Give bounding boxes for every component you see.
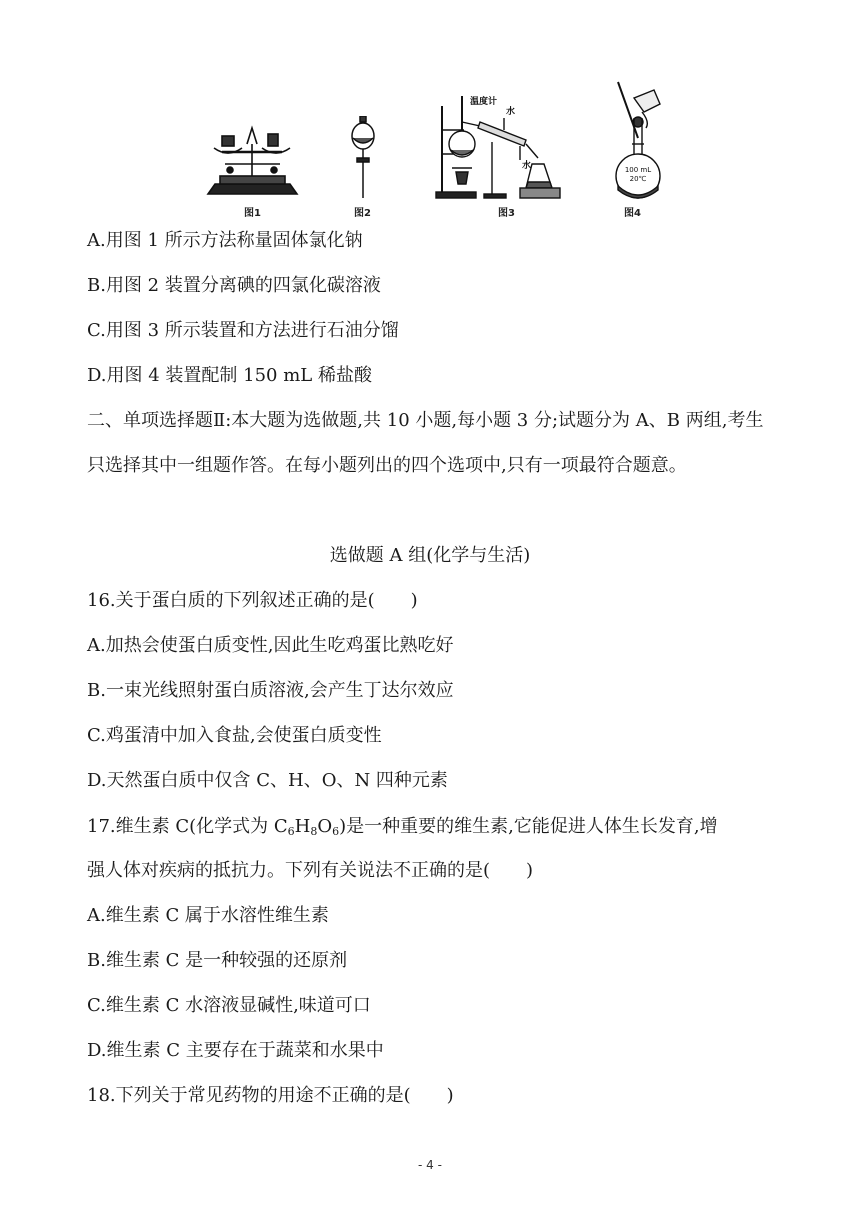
figure-4-volumetric-flask xyxy=(608,78,668,202)
q17-element-h: H xyxy=(294,816,311,837)
q15-option-c: C.用图 3 所示装置和方法进行石油分馏 xyxy=(87,320,399,341)
q17-stem-after: )是一种重要的维生素,它能促进人体生长发育,增 xyxy=(339,816,718,837)
thermometer-label: 温度计 xyxy=(470,97,498,107)
q17-element-o: O xyxy=(317,816,333,837)
q17-stem-line-1 xyxy=(87,815,718,844)
q17-stem-line-2: 强人体对疾病的抵抗力。下列有关说法不正确的是( ) xyxy=(87,860,534,881)
q17-subscript-h: 8 xyxy=(310,825,318,838)
flask-volume-label: 100 mL xyxy=(624,166,652,174)
q17-option-d: D.维生素 C 主要存在于蔬菜和水果中 xyxy=(87,1040,384,1061)
q17-option-c: C.维生素 C 水溶液显碱性,味道可口 xyxy=(87,995,371,1016)
figure-1-balance xyxy=(200,114,305,202)
separatory-funnel-illustration xyxy=(348,116,378,200)
flask-temperature-label: 20℃ xyxy=(629,175,647,183)
figures-row xyxy=(190,78,680,218)
figure-2-caption: 图2 xyxy=(354,208,371,219)
q16-option-a: A.加热会使蛋白质变性,因此生吃鸡蛋比熟吃好 xyxy=(87,635,454,656)
balance-illustration xyxy=(200,114,305,202)
group-a-title: 选做题 A 组(化学与生活) xyxy=(329,545,531,566)
figure-1-caption: 图1 xyxy=(244,208,261,219)
q17-stem-before: 17.维生素 C(化学式为 C xyxy=(87,816,288,837)
water-out-label: 水 xyxy=(522,161,532,171)
distillation-illustration xyxy=(434,92,574,200)
q16-option-d: D.天然蛋白质中仅含 C、H、O、N 四种元素 xyxy=(87,770,448,791)
q15-option-b: B.用图 2 装置分离碘的四氯化碳溶液 xyxy=(87,275,381,296)
figure-3-caption: 图3 xyxy=(498,208,515,219)
section-2-intro: 二、单项选择题Ⅱ:本大题为选做题,共 10 小题,每小题 3 分;试题分为 A、B 两组,考生只选择其中一组题作答。在每小题列出的四个选项中,只有一项最符合题意。 xyxy=(87,410,764,476)
q15-option-d: D.用图 4 装置配制 150 mL 稀盐酸 xyxy=(87,365,372,386)
q16-option-b: B.一束光线照射蛋白质溶液,会产生丁达尔效应 xyxy=(87,680,454,701)
q17-subscript-c: 6 xyxy=(287,825,295,838)
q18-stem: 18.下列关于常见药物的用途不正确的是( ) xyxy=(87,1085,454,1106)
q16-stem: 16.关于蛋白质的下列叙述正确的是( ) xyxy=(87,590,418,611)
q17-option-a: A.维生素 C 属于水溶性维生素 xyxy=(87,905,329,926)
water-in-label: 水 xyxy=(506,107,516,117)
q17-subscript-o: 6 xyxy=(332,825,340,838)
q16-option-c: C.鸡蛋清中加入食盐,会使蛋白质变性 xyxy=(87,725,382,746)
page-number: - 4 - xyxy=(418,1158,442,1172)
q17-option-b: B.维生素 C 是一种较强的还原剂 xyxy=(87,950,348,971)
figure-2-separatory-funnel xyxy=(348,116,378,200)
volumetric-flask-illustration xyxy=(608,78,668,202)
q15-option-a: A.用图 1 所示方法称量固体氯化钠 xyxy=(87,230,363,251)
figure-3-distillation xyxy=(434,92,574,200)
figure-4-caption: 图4 xyxy=(624,208,641,219)
